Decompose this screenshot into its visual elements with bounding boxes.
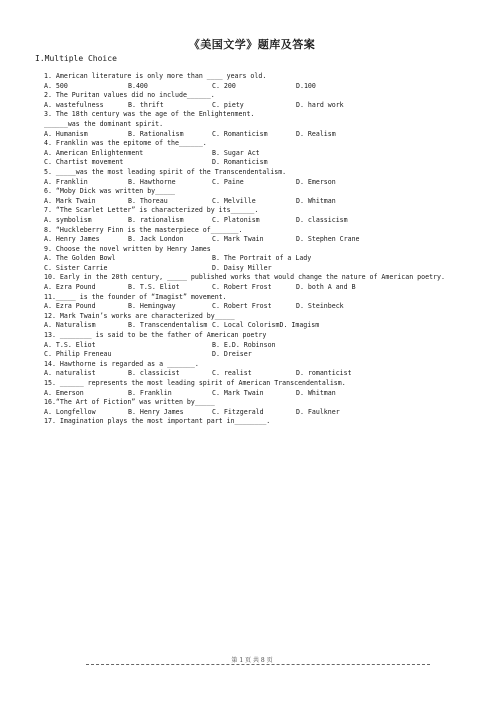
answer-option: D. Stephen Crane [296,235,360,244]
option-row [44,130,464,140]
answer-option: C. Sister Carrie [44,263,108,272]
answer-option: C. Philip Freneau [44,350,112,359]
footer-divider [86,664,430,665]
answer-option: A. Ezra Pound [44,302,96,311]
question-text: 17. Imagination plays the most important part in________. [44,417,271,426]
answer-option: B. Transcendentalism [128,321,208,330]
answer-option: B. classicist [128,369,180,378]
answer-option: B. E.D. Robinson [212,340,276,349]
answer-option: A. Mark Twain [44,196,96,205]
answer-option: D. classicism [296,215,348,224]
question-text: 8. “Huckleberry Finn is the masterpiece of_______. [44,225,243,234]
option-row [44,197,464,207]
question-text: 3. The 18th century was the age of the Enlightenment. [44,110,255,119]
answer-option: D. Dreiser [212,350,252,359]
option-row [44,178,464,188]
answer-option: D. hard work [296,100,344,109]
answer-option: D. Daisy Miller [212,263,272,272]
answer-option: B.400 [128,81,148,90]
answer-option: C. 200 [212,81,236,90]
section-heading: I.Multiple Choice [35,54,117,63]
question-text: 5. _____was the most leading spirit of the Transcendentalism. [44,167,287,176]
option-row [44,82,464,92]
answer-option: D.100 [296,81,316,90]
answer-option: A. The Golden Bowl [44,254,116,263]
answer-option: C. Chartist movement [44,158,124,167]
answer-option: D. romanticist [296,369,352,378]
answer-option: D. Whitman [296,196,336,205]
question-list [44,72,464,427]
answer-option: D. Realism [296,129,336,138]
answer-option: A. Emerson [44,388,84,397]
answer-option: B. Hawthorne [128,177,176,186]
answer-option: C. Robert Frost [212,283,272,292]
answer-option: D. both A and B [296,283,356,292]
option-row [44,302,464,312]
document-title: 《美国文学》题库及答案 [188,38,316,51]
answer-option: A. naturalist [44,369,96,378]
option-row [44,158,464,168]
answer-option: C. Romanticism [212,129,268,138]
answer-option: B. Rationalism [128,129,184,138]
option-row [44,408,464,418]
option-row [44,283,464,293]
answer-option: A. American Enlightenment [44,148,144,157]
answer-option: B. rationalism [128,215,184,224]
answer-option: B. Thoreau [128,196,168,205]
option-row [44,149,464,159]
option-row [44,254,464,264]
question-text: 2. The Puritan values did no include______. [44,91,215,100]
option-row [44,341,464,351]
answer-option: D. Romanticism [212,158,268,167]
answer-option: D. Whitman [296,388,336,397]
option-row [44,264,464,274]
answer-option: B. Franklin [128,388,172,397]
question-text: 13. ________ is said to be the father of American poetry [44,331,267,340]
question-text: 4. Franklin was the epitome of the______. [44,139,207,148]
answer-option: C. piety [212,100,244,109]
option-row [44,101,464,111]
option-row [44,321,464,331]
answer-option: C. Platonism [212,215,260,224]
answer-option: A. Naturalism [44,321,96,330]
answer-option: B. Sugar Act [212,148,260,157]
answer-option: B. The Portrait of a Lady [212,254,312,263]
option-row [44,216,464,226]
question-text: 12. Mark Twain’s works are characterized by_____ [44,311,235,320]
question-text: 14. Hawthorne is regarded as a _______. [44,359,199,368]
answer-option: D. Emerson [296,177,336,186]
option-row [44,369,464,379]
answer-option: A. Henry James [44,235,100,244]
option-row [44,235,464,245]
answer-option: B. Henry James [128,407,184,416]
option-row [44,350,464,360]
answer-option: A. T.S. Eliot [44,340,96,349]
question-text: 15. ______ represents the most leading spirit of American Transcendentalism. [44,379,346,387]
answer-option: C. Fitzgerald [212,407,264,416]
answer-option: C. realist [212,369,252,378]
answer-option: A. Ezra Pound [44,283,96,292]
question-text: 10. Early in the 20th century, _____ published works that would change the nature of American poetry. [44,273,445,282]
answer-option: B. Jack London [128,235,184,244]
answer-option: A. Humanism [44,129,88,138]
option-row [44,389,464,399]
answer-option: B. Hemingway [128,302,176,311]
answer-option: C. Mark Twain [212,388,264,397]
question-text: 7. “The Scarlet Letter” is characterized by its______. [44,206,259,215]
question-text: 16.“The Art of Fiction” was written by_____ [44,398,215,407]
answer-option: C. Melville [212,196,256,205]
answer-option: A. 500 [44,81,68,90]
answer-option: A. symbolism [44,215,92,224]
answer-option: C. Paine [212,177,244,186]
answer-option: B. thrift [128,100,164,109]
answer-option: C. Mark Twain [212,235,264,244]
answer-option: C. Local ColorismD. Imagism [212,321,320,330]
question-text: 6. “Moby Dick was written by_____ [44,187,176,196]
question-text: 9. Choose the novel written by Henry James [44,244,211,253]
page-footer: 第 1 页 共 8 页 [231,657,273,664]
answer-option: B. T.S. Eliot [128,283,180,292]
question-text: ______was the dominant spirit. [44,119,164,128]
question-text: 1. American literature is only more than ____ years old. [44,72,267,80]
answer-option: A. wastefulness [44,100,104,109]
answer-option: D. Faulkner [296,407,340,416]
answer-option: A. Longfellow [44,407,96,416]
answer-option: C. Robert Frost [212,302,272,311]
answer-option: A. Franklin [44,177,88,186]
answer-option: D. Steinbeck [296,302,344,311]
question-text: 11._____ is the founder of “Imagist” movement. [44,292,227,301]
